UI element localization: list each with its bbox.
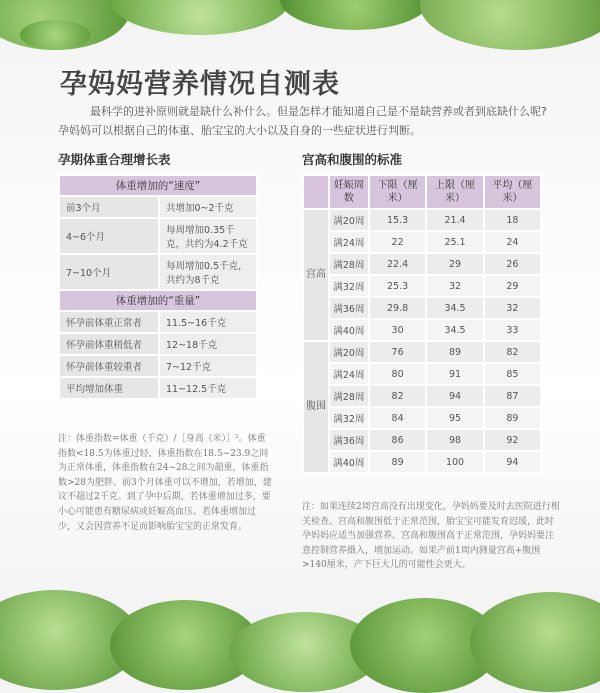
cell-week: 满28周 xyxy=(329,253,369,275)
group-label: 宫高 xyxy=(303,209,329,341)
cell-low: 22 xyxy=(369,231,426,253)
speed-period: 7~10个月 xyxy=(59,254,159,290)
intro-paragraph xyxy=(58,102,558,140)
table-row xyxy=(303,275,541,297)
table-row xyxy=(303,319,541,341)
cell-avg: 24 xyxy=(484,231,541,253)
amount-condition: 平均增加体重 xyxy=(59,377,159,399)
cell-week: 满28周 xyxy=(329,385,369,407)
cell-low: 25.3 xyxy=(369,275,426,297)
cell-avg: 18 xyxy=(484,209,541,231)
cell-low: 86 xyxy=(369,429,426,451)
speed-gain: 共增加0~2千克 xyxy=(159,196,257,218)
table-row xyxy=(303,341,541,363)
table-row xyxy=(303,385,541,407)
cell-week: 满32周 xyxy=(329,407,369,429)
cell-week: 满20周 xyxy=(329,341,369,363)
cell-week: 满36周 xyxy=(329,429,369,451)
cell-high: 34.5 xyxy=(426,297,483,319)
cell-avg: 94 xyxy=(484,451,541,473)
cell-low: 29.8 xyxy=(369,297,426,319)
amount-condition: 怀孕前体重较重者 xyxy=(59,355,159,377)
table-row xyxy=(303,231,541,253)
speed-header: 体重增加的“速度” xyxy=(59,175,257,196)
cell-low: 82 xyxy=(369,385,426,407)
table-row xyxy=(303,209,541,231)
cell-avg: 82 xyxy=(484,341,541,363)
table-row xyxy=(303,451,541,473)
cell-high: 94 xyxy=(426,385,483,407)
cell-week: 满24周 xyxy=(329,231,369,253)
cell-high: 25.1 xyxy=(426,231,483,253)
cell-high: 32 xyxy=(426,275,483,297)
cell-high: 34.5 xyxy=(426,319,483,341)
table-row xyxy=(59,377,257,399)
header-week: 妊娠周数 xyxy=(329,175,369,209)
table-row xyxy=(303,407,541,429)
cell-week: 满24周 xyxy=(329,363,369,385)
weight-section-title: 孕期体重合理增长表 xyxy=(58,152,171,167)
cell-week: 满32周 xyxy=(329,275,369,297)
cell-avg: 33 xyxy=(484,319,541,341)
cell-avg: 87 xyxy=(484,385,541,407)
cell-avg: 89 xyxy=(484,407,541,429)
speed-gain: 每周增加0.5千克，共约为8千克 xyxy=(159,254,257,290)
table-row xyxy=(303,363,541,385)
cell-high: 89 xyxy=(426,341,483,363)
header-high: 上限（厘米） xyxy=(426,175,483,209)
measure-note: 注：如果连续2周宫高没有出现变化，孕妈妈要及时去医院进行相关检查。宫高和腹围低于正常范围，胎宝宝可能发育迟缓，此时孕妈妈应适当加强营养。宫高和腹围高于正常范围，孕妈妈要注意控制营养摄入，增加运动。如果产前1周内测量宫高+腹围>140厘米，产下巨大儿的可能性会更大。 xyxy=(302,502,560,571)
intro-line-2: 孕妈妈可以根据自己的体重、胎宝宝的大小以及自身的一些症状进行判断。 xyxy=(58,124,421,137)
table-row xyxy=(59,196,257,218)
cell-high: 91 xyxy=(426,363,483,385)
cell-week: 满40周 xyxy=(329,319,369,341)
cell-high: 95 xyxy=(426,407,483,429)
cell-avg: 92 xyxy=(484,429,541,451)
cell-high: 98 xyxy=(426,429,483,451)
header-avg: 平均（厘米） xyxy=(484,175,541,209)
cell-low: 76 xyxy=(369,341,426,363)
table-row xyxy=(59,355,257,377)
speed-period: 4~6个月 xyxy=(59,218,159,254)
group-label: 腹围 xyxy=(303,341,329,473)
cell-low: 22.4 xyxy=(369,253,426,275)
amount-header: 体重增加的“重量” xyxy=(59,290,257,311)
amount-condition: 怀孕前体重正常者 xyxy=(59,311,159,333)
table-row xyxy=(59,311,257,333)
measure-section-title: 宫高和腹围的标准 xyxy=(302,152,403,167)
amount-gain: 11~12.5千克 xyxy=(159,377,257,399)
cell-week: 满20周 xyxy=(329,209,369,231)
table-row xyxy=(303,253,541,275)
table-row xyxy=(303,297,541,319)
cell-low: 89 xyxy=(369,451,426,473)
cell-high: 29 xyxy=(426,253,483,275)
table-row xyxy=(59,333,257,355)
amount-gain: 11.5~16千克 xyxy=(159,311,257,333)
cell-low: 30 xyxy=(369,319,426,341)
amount-gain: 7~12千克 xyxy=(159,355,257,377)
intro-line-1: 最科学的进补原则就是缺什么补什么。但是怎样才能知道自己是不是缺营养或者到底缺什么呢? xyxy=(90,105,547,118)
speed-gain: 每周增加0.35千克，共约为4.2千克 xyxy=(159,218,257,254)
cell-avg: 85 xyxy=(484,363,541,385)
weight-gain-table xyxy=(58,174,258,400)
table-row xyxy=(59,218,257,254)
cell-avg: 26 xyxy=(484,253,541,275)
table-row xyxy=(59,254,257,290)
amount-gain: 12~18千克 xyxy=(159,333,257,355)
cell-high: 100 xyxy=(426,451,483,473)
cell-low: 15.3 xyxy=(369,209,426,231)
speed-period: 前3个月 xyxy=(59,196,159,218)
cell-avg: 32 xyxy=(484,297,541,319)
cell-week: 满36周 xyxy=(329,297,369,319)
table-row xyxy=(303,429,541,451)
amount-condition: 怀孕前体重稍低者 xyxy=(59,333,159,355)
table-header-row xyxy=(303,175,541,209)
cell-avg: 29 xyxy=(484,275,541,297)
cell-week: 满40周 xyxy=(329,451,369,473)
cell-high: 21.4 xyxy=(426,209,483,231)
page-title: 孕妈妈营养情况自测表 xyxy=(60,69,340,100)
cell-low: 80 xyxy=(369,363,426,385)
fundal-height-waist-table xyxy=(302,174,542,474)
header-low: 下限（厘米） xyxy=(369,175,426,209)
cell-low: 84 xyxy=(369,407,426,429)
weight-note: 注：体重指数=体重（千克）/［身高（米）］²。体重指数<18.5为体重过轻，体重指数在18.5~23.9之间为正常体重，体重指数在24~28之间为超重，体重指数>28为肥胖。前3个月体重可以不增加，若增加，建议不超过2千克。到了孕中后期，若体重增加过多，要小心可能患有糖尿病或妊娠高血压。若体重增加过少，又会因营养不足而影响胎宝宝的正常发育。 xyxy=(58,434,272,532)
header-blank xyxy=(303,175,329,209)
